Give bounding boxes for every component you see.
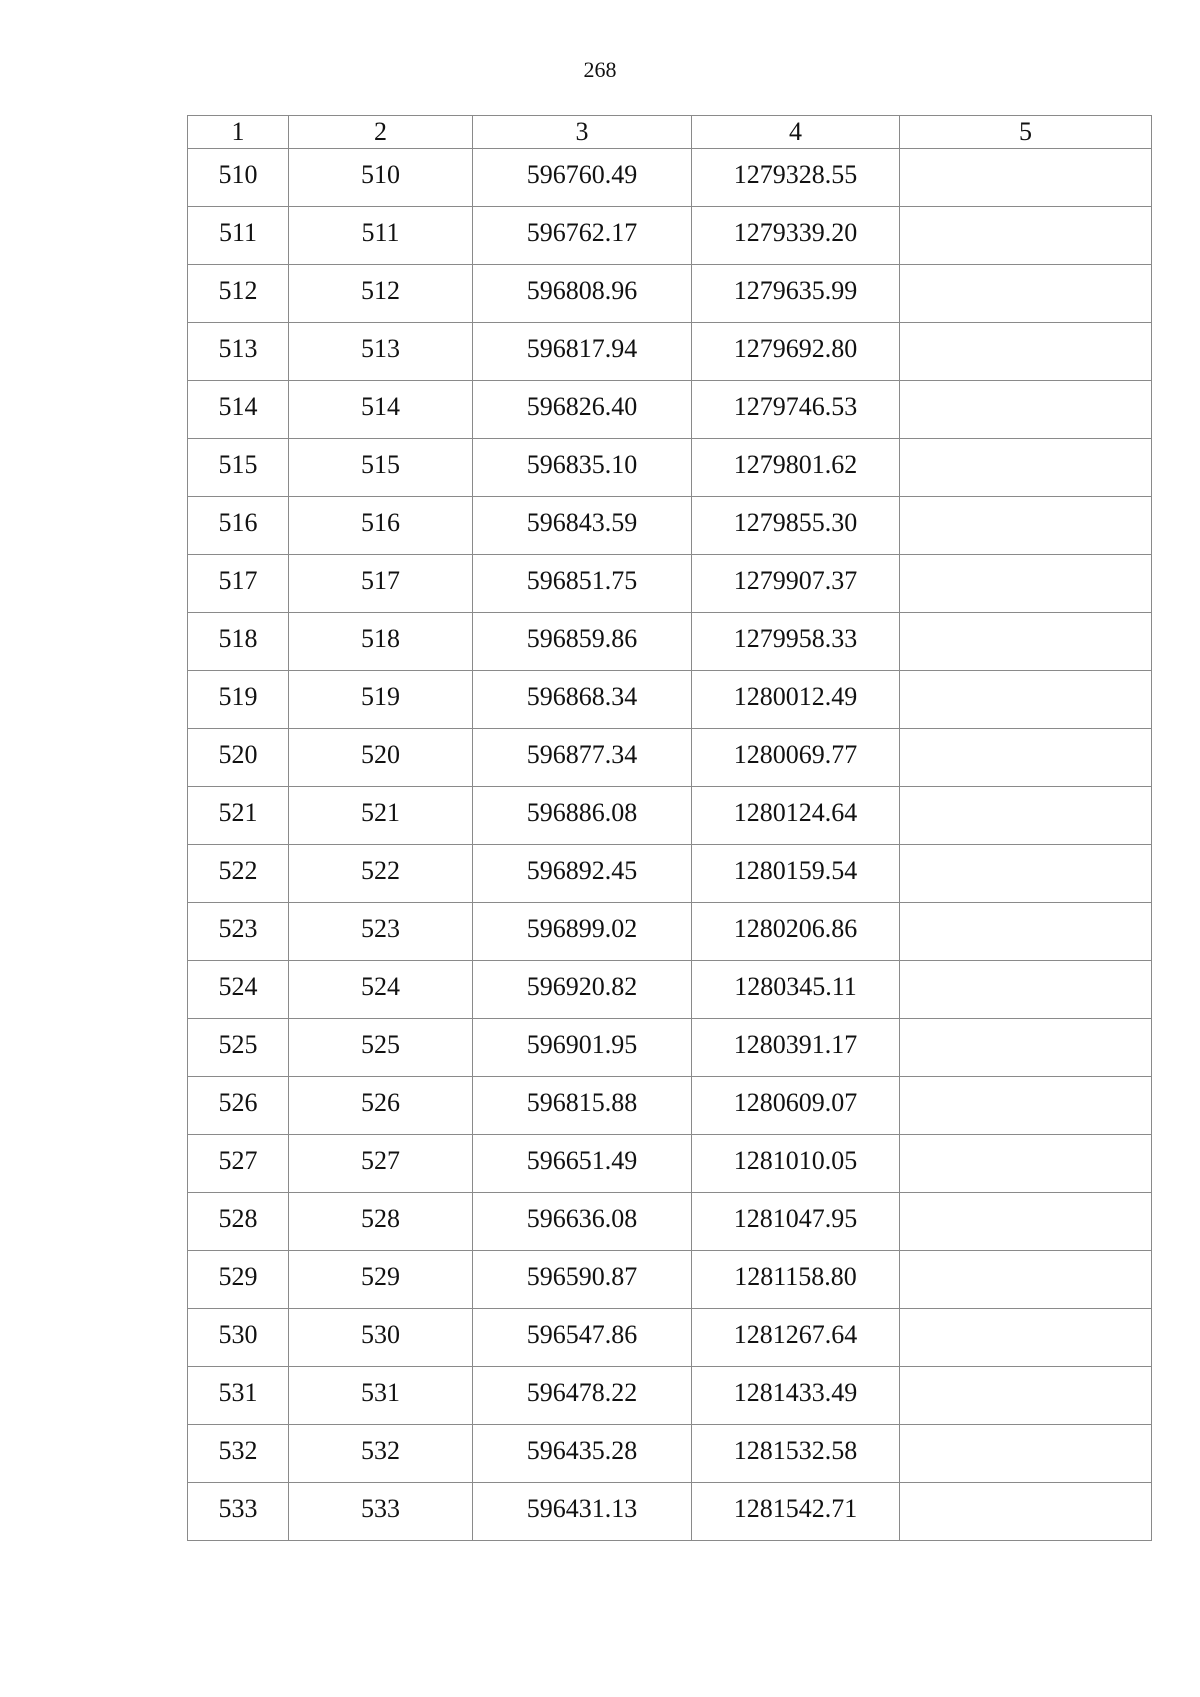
table-cell-col-5	[900, 381, 1152, 439]
table-cell-col-5	[900, 1483, 1152, 1541]
table-cell-col-1: 529	[188, 1251, 289, 1309]
table-cell-col-3: 596859.86	[473, 613, 692, 671]
table-header	[188, 116, 1152, 149]
table-row	[188, 1425, 1152, 1483]
table-cell-col-3: 596843.59	[473, 497, 692, 555]
table-cell-col-5	[900, 961, 1152, 1019]
table-cell-col-2: 514	[289, 381, 473, 439]
table-cell-col-2: 532	[289, 1425, 473, 1483]
table-row	[188, 1483, 1152, 1541]
table-cell-col-5	[900, 1425, 1152, 1483]
table-cell-col-2: 528	[289, 1193, 473, 1251]
table-cell-col-1: 528	[188, 1193, 289, 1251]
table-cell-col-2: 516	[289, 497, 473, 555]
table-cell-col-4: 1279339.20	[692, 207, 900, 265]
table-cell-col-2: 525	[289, 1019, 473, 1077]
table-cell-col-1: 531	[188, 1367, 289, 1425]
table-cell-col-1: 510	[188, 149, 289, 207]
table-cell-col-4: 1279746.53	[692, 381, 900, 439]
table-cell-col-5	[900, 671, 1152, 729]
table-cell-col-1: 512	[188, 265, 289, 323]
table-cell-col-2: 518	[289, 613, 473, 671]
table-row	[188, 729, 1152, 787]
table-cell-col-2: 519	[289, 671, 473, 729]
table-row	[188, 1251, 1152, 1309]
table-cell-col-3: 596817.94	[473, 323, 692, 381]
table-cell-col-5	[900, 845, 1152, 903]
table-row	[188, 1019, 1152, 1077]
table-cell-col-3: 596851.75	[473, 555, 692, 613]
table-cell-col-2: 517	[289, 555, 473, 613]
table-body	[188, 149, 1152, 1541]
table-cell-col-3: 596920.82	[473, 961, 692, 1019]
table-cell-col-5	[900, 497, 1152, 555]
table-row	[188, 845, 1152, 903]
column-header-4: 4	[692, 116, 900, 149]
table-cell-col-4: 1280609.07	[692, 1077, 900, 1135]
table-cell-col-4: 1280159.54	[692, 845, 900, 903]
table-row	[188, 207, 1152, 265]
table-cell-col-2: 510	[289, 149, 473, 207]
table-cell-col-4: 1281532.58	[692, 1425, 900, 1483]
table-cell-col-3: 596892.45	[473, 845, 692, 903]
table-cell-col-2: 533	[289, 1483, 473, 1541]
table-cell-col-4: 1279855.30	[692, 497, 900, 555]
table-cell-col-5	[900, 1193, 1152, 1251]
table-cell-col-1: 521	[188, 787, 289, 845]
table-cell-col-5	[900, 207, 1152, 265]
table-cell-col-2: 512	[289, 265, 473, 323]
table-cell-col-2: 524	[289, 961, 473, 1019]
column-header-3: 3	[473, 116, 692, 149]
table-cell-col-4: 1281542.71	[692, 1483, 900, 1541]
table-cell-col-1: 518	[188, 613, 289, 671]
table-cell-col-3: 596901.95	[473, 1019, 692, 1077]
table-cell-col-4: 1279801.62	[692, 439, 900, 497]
table-cell-col-1: 520	[188, 729, 289, 787]
table-cell-col-1: 532	[188, 1425, 289, 1483]
table-cell-col-4: 1281010.05	[692, 1135, 900, 1193]
table-cell-col-3: 596431.13	[473, 1483, 692, 1541]
table-row	[188, 497, 1152, 555]
table-cell-col-5	[900, 265, 1152, 323]
table-cell-col-1: 511	[188, 207, 289, 265]
table-cell-col-2: 522	[289, 845, 473, 903]
table-row	[188, 671, 1152, 729]
table-cell-col-4: 1280069.77	[692, 729, 900, 787]
table-row	[188, 1309, 1152, 1367]
table-cell-col-2: 530	[289, 1309, 473, 1367]
table-cell-col-1: 527	[188, 1135, 289, 1193]
table-cell-col-3: 596651.49	[473, 1135, 692, 1193]
table-cell-col-1: 523	[188, 903, 289, 961]
table-cell-col-1: 516	[188, 497, 289, 555]
table-cell-col-2: 526	[289, 1077, 473, 1135]
table-cell-col-1: 513	[188, 323, 289, 381]
page-number: 268	[583, 57, 617, 82]
table-cell-col-5	[900, 1135, 1152, 1193]
table-cell-col-3: 596826.40	[473, 381, 692, 439]
table-cell-col-3: 596762.17	[473, 207, 692, 265]
table-cell-col-4: 1279692.80	[692, 323, 900, 381]
table-cell-col-2: 531	[289, 1367, 473, 1425]
table-cell-col-3: 596808.96	[473, 265, 692, 323]
table-cell-col-1: 530	[188, 1309, 289, 1367]
table-cell-col-2: 520	[289, 729, 473, 787]
table-cell-col-4: 1280124.64	[692, 787, 900, 845]
table-cell-col-3: 596760.49	[473, 149, 692, 207]
table-row	[188, 613, 1152, 671]
table-cell-col-3: 596815.88	[473, 1077, 692, 1135]
table-cell-col-4: 1279328.55	[692, 149, 900, 207]
table-cell-col-2: 521	[289, 787, 473, 845]
column-header-1: 1	[188, 116, 289, 149]
coordinates-table	[187, 115, 1152, 1541]
table-cell-col-3: 596835.10	[473, 439, 692, 497]
table-row	[188, 323, 1152, 381]
column-header-5: 5	[900, 116, 1152, 149]
table-cell-col-5	[900, 149, 1152, 207]
table-cell-col-3: 596877.34	[473, 729, 692, 787]
table-cell-col-3: 596590.87	[473, 1251, 692, 1309]
table-cell-col-1: 514	[188, 381, 289, 439]
table-cell-col-4: 1281267.64	[692, 1309, 900, 1367]
table-cell-col-4: 1280391.17	[692, 1019, 900, 1077]
table-cell-col-3: 596547.86	[473, 1309, 692, 1367]
table-cell-col-5	[900, 729, 1152, 787]
table-cell-col-3: 596899.02	[473, 903, 692, 961]
table-cell-col-3: 596636.08	[473, 1193, 692, 1251]
table-row	[188, 555, 1152, 613]
table-cell-col-4: 1279907.37	[692, 555, 900, 613]
table-cell-col-5	[900, 1019, 1152, 1077]
table-cell-col-1: 533	[188, 1483, 289, 1541]
column-header-2: 2	[289, 116, 473, 149]
table-cell-col-1: 519	[188, 671, 289, 729]
table-cell-col-5	[900, 439, 1152, 497]
table-cell-col-5	[900, 323, 1152, 381]
table-cell-col-1: 524	[188, 961, 289, 1019]
table-cell-col-5	[900, 787, 1152, 845]
table-cell-col-4: 1281047.95	[692, 1193, 900, 1251]
table-row	[188, 903, 1152, 961]
table-cell-col-2: 511	[289, 207, 473, 265]
table-cell-col-2: 515	[289, 439, 473, 497]
table-cell-col-5	[900, 555, 1152, 613]
table-cell-col-3: 596435.28	[473, 1425, 692, 1483]
header-row	[188, 116, 1152, 149]
table-cell-col-1: 526	[188, 1077, 289, 1135]
table-row	[188, 265, 1152, 323]
table-row	[188, 1193, 1152, 1251]
table-cell-col-2: 527	[289, 1135, 473, 1193]
table-row	[188, 149, 1152, 207]
table-cell-col-3: 596868.34	[473, 671, 692, 729]
table-cell-col-5	[900, 1077, 1152, 1135]
table-cell-col-5	[900, 1309, 1152, 1367]
table-cell-col-2: 529	[289, 1251, 473, 1309]
table-cell-col-1: 515	[188, 439, 289, 497]
table-row	[188, 1367, 1152, 1425]
table-cell-col-5	[900, 1251, 1152, 1309]
table-row	[188, 381, 1152, 439]
table-row	[188, 439, 1152, 497]
table-row	[188, 1077, 1152, 1135]
table-cell-col-1: 522	[188, 845, 289, 903]
table-cell-col-4: 1280206.86	[692, 903, 900, 961]
table-cell-col-5	[900, 903, 1152, 961]
table-cell-col-4: 1279635.99	[692, 265, 900, 323]
table-cell-col-3: 596478.22	[473, 1367, 692, 1425]
table-cell-col-4: 1281433.49	[692, 1367, 900, 1425]
table-cell-col-5	[900, 1367, 1152, 1425]
table-cell-col-4: 1280345.11	[692, 961, 900, 1019]
table-cell-col-5	[900, 613, 1152, 671]
table-row	[188, 1135, 1152, 1193]
table-row	[188, 787, 1152, 845]
table-row	[188, 961, 1152, 1019]
table-cell-col-3: 596886.08	[473, 787, 692, 845]
table-cell-col-4: 1280012.49	[692, 671, 900, 729]
table-cell-col-1: 525	[188, 1019, 289, 1077]
table-cell-col-2: 513	[289, 323, 473, 381]
table-cell-col-1: 517	[188, 555, 289, 613]
table-cell-col-4: 1279958.33	[692, 613, 900, 671]
table-cell-col-2: 523	[289, 903, 473, 961]
table-cell-col-4: 1281158.80	[692, 1251, 900, 1309]
